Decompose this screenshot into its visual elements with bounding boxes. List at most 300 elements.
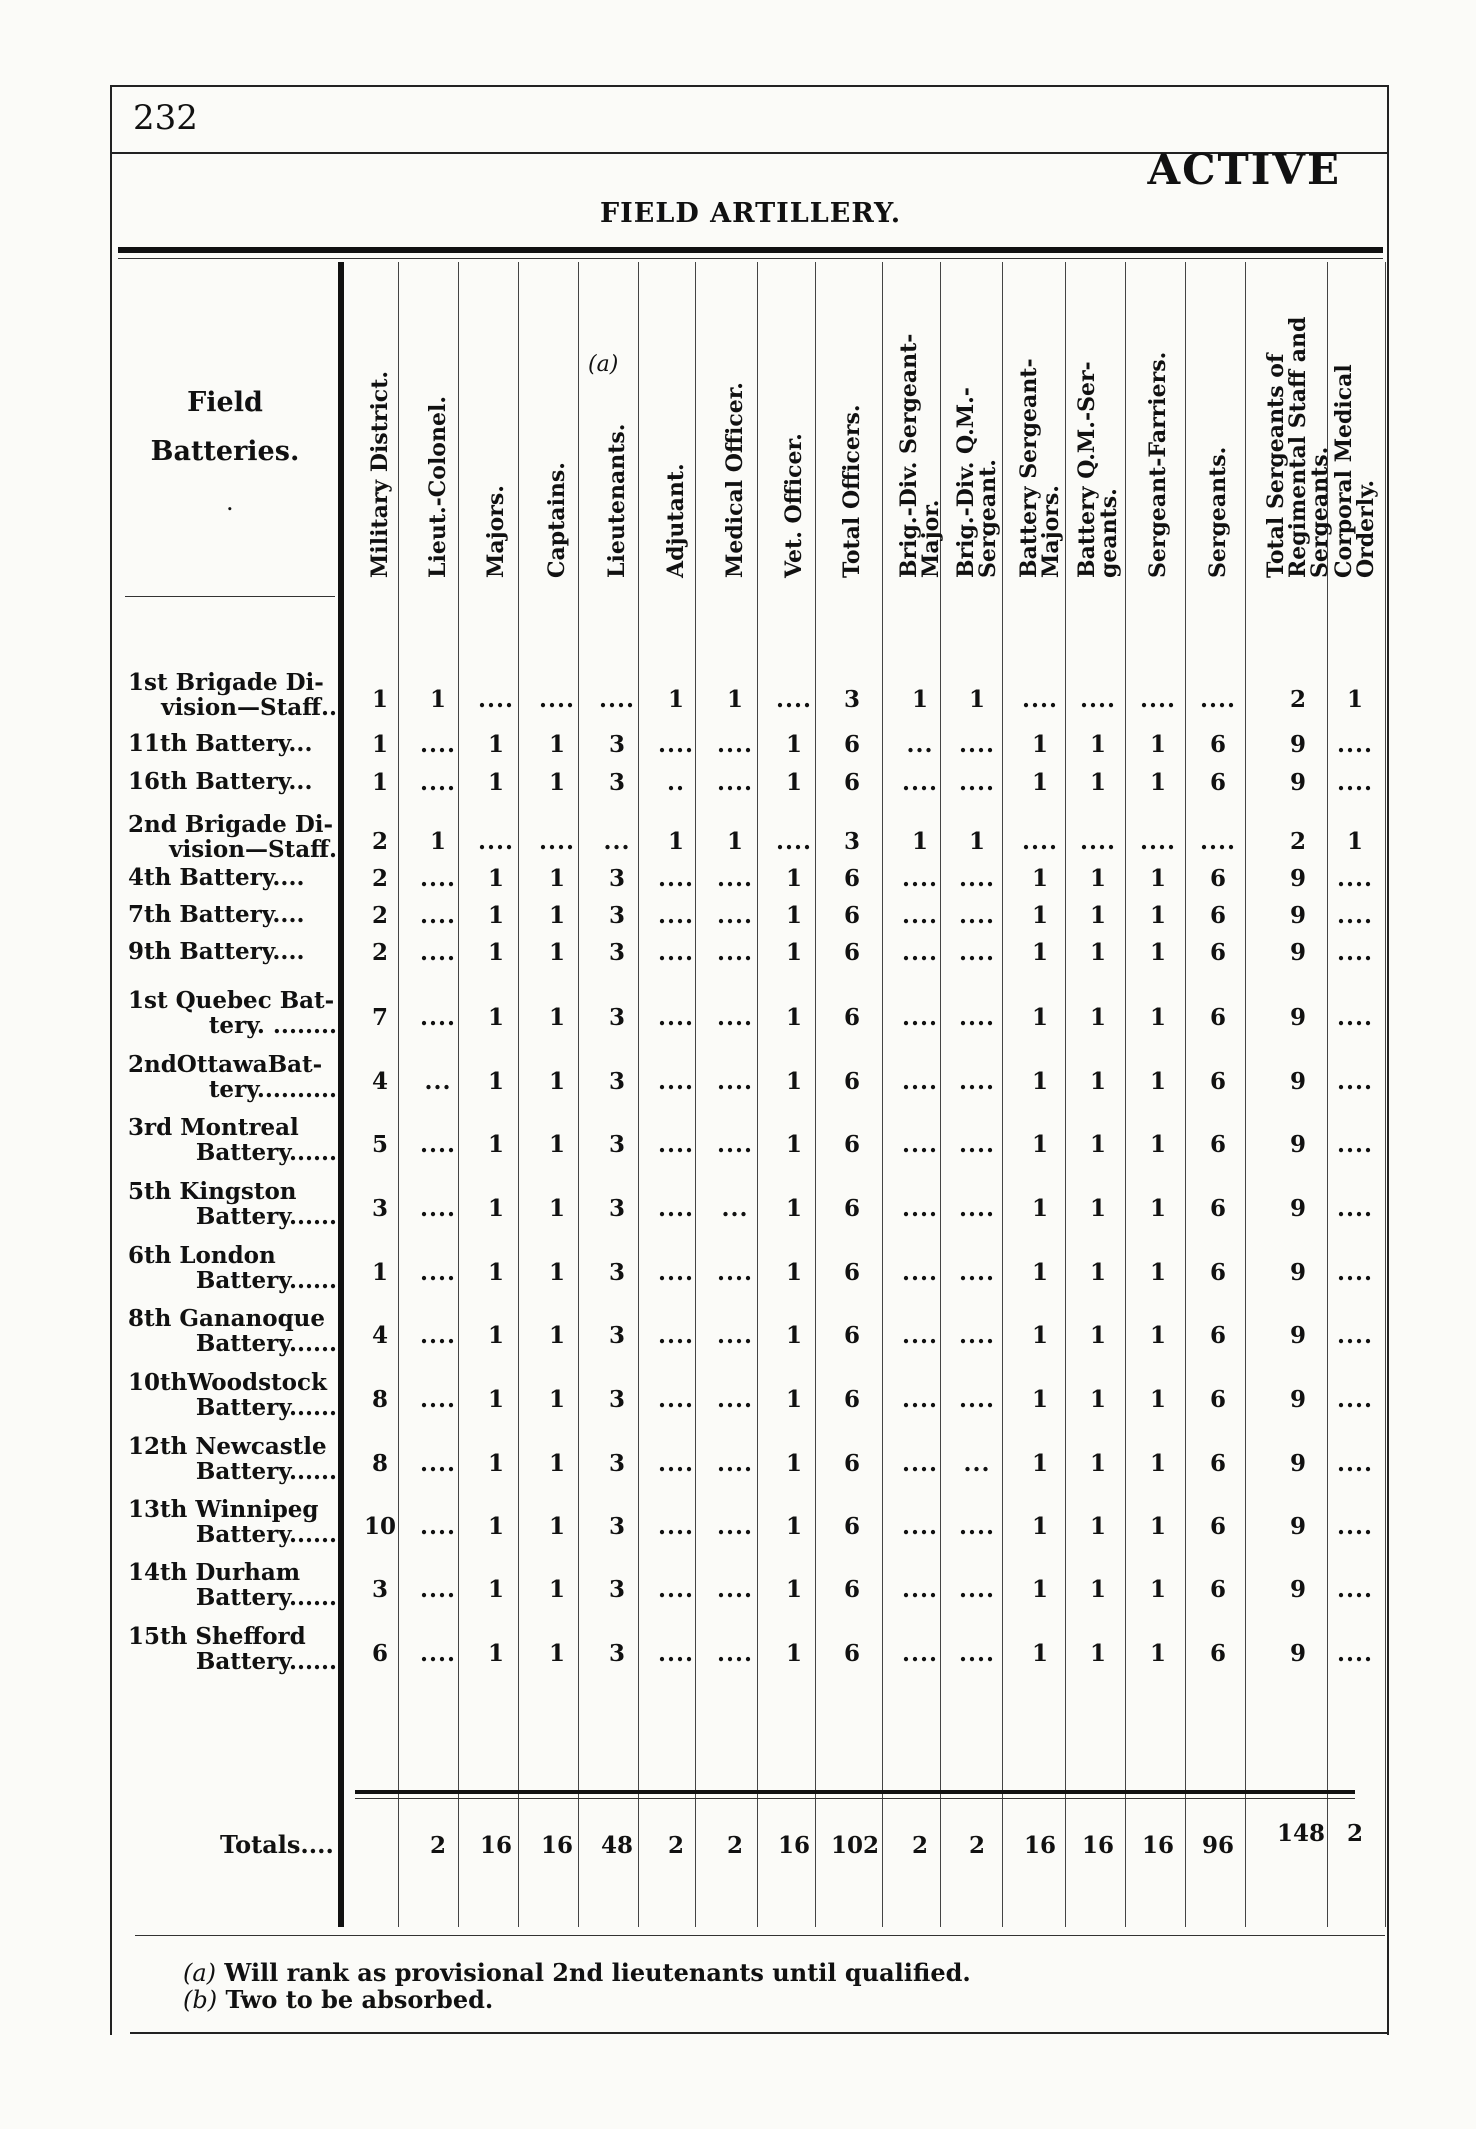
table-cell: .... [657, 1640, 695, 1667]
column-header-lieutenants [606, 424, 628, 578]
column-header-sergeants [1207, 447, 1229, 578]
row-header-rule [125, 596, 335, 597]
table-cell: 6 [843, 939, 860, 966]
column-rule [1185, 262, 1186, 1927]
column-header-line: Major. [918, 499, 944, 578]
table-cell: 6 [1209, 1195, 1226, 1222]
row-label [128, 1179, 343, 1229]
table-cell: 3 [843, 686, 860, 713]
row-label-line2: Battery...... [195, 1648, 337, 1675]
table-cell: 1 [487, 1131, 504, 1158]
column-header-line: Sergeant. [975, 459, 1001, 578]
table-cell: 1 [1031, 731, 1048, 758]
column-header-line: Vet. Officer. [781, 433, 807, 578]
table-cell: 9 [1289, 865, 1306, 892]
table-cell: 6 [1209, 939, 1226, 966]
column-header-line: Sergeant-Farriers. [1145, 351, 1171, 578]
footnote-b-text: Two to be absorbed. [225, 1985, 494, 2014]
column-rule [1385, 262, 1386, 1927]
table-cell: 9 [1289, 731, 1306, 758]
column-header-line: Orderly. [1353, 479, 1379, 578]
row-label-line1: 11th Battery... [128, 730, 313, 757]
table-cell: .... [1199, 828, 1237, 855]
table-cell: 1 [785, 1576, 802, 1603]
table-cell: .... [657, 1450, 695, 1477]
table-cell: 6 [371, 1640, 388, 1667]
table-cell: .... [901, 1386, 939, 1413]
table-cell: 9 [1289, 1640, 1306, 1667]
table-cell: 1 [1031, 1131, 1048, 1158]
table-cell: 1 [487, 1068, 504, 1095]
column-header-majors [485, 485, 507, 578]
row-label-line2: tery. ........ [208, 1012, 337, 1039]
row-label-line1: 2ndOttawaBat- [128, 1051, 323, 1078]
table-cell: ... [963, 1450, 991, 1477]
table-cell: 3 [608, 1068, 625, 1095]
table-cell: 6 [843, 1513, 860, 1540]
running-head: ACTIVE [1147, 145, 1341, 194]
table-cell: 1 [911, 686, 928, 713]
table-cell: 6 [1209, 1450, 1226, 1477]
column-header-line: Sergeants. [1205, 446, 1231, 578]
table-cell: 1 [1089, 1068, 1106, 1095]
table-cell: .... [958, 1386, 996, 1413]
table-cell: .... [1336, 1131, 1374, 1158]
table-cell: .... [716, 1259, 754, 1286]
table-cell: 1 [548, 865, 565, 892]
table-cell: .... [1079, 686, 1117, 713]
table-cell: .. [666, 769, 685, 796]
totals-cell: 2 [429, 1832, 446, 1859]
table-cell: .... [1079, 828, 1117, 855]
table-cell: 7 [371, 1004, 388, 1031]
row-label-line2: Battery...... [195, 1267, 337, 1294]
table-cell: .... [716, 1386, 754, 1413]
column-header-district [369, 371, 391, 578]
row-label-line2: Battery...... [195, 1458, 337, 1485]
footnote-b [183, 1985, 493, 2014]
table-cell: 1 [1149, 1576, 1166, 1603]
table-cell: 1 [1149, 1131, 1166, 1158]
table-cell: 1 [548, 1640, 565, 1667]
table-cell: 1 [548, 902, 565, 929]
table-cell: .... [419, 1131, 457, 1158]
table-cell: 8 [371, 1450, 388, 1477]
table-cell: 1 [548, 1513, 565, 1540]
row-label [128, 902, 343, 927]
table-cell: 1 [1089, 939, 1106, 966]
table-cell: 1 [1149, 769, 1166, 796]
table-cell: 1 [1149, 1322, 1166, 1349]
column-header-farriers [1147, 352, 1169, 578]
table-cell: 1 [1089, 865, 1106, 892]
table-cell: 1 [785, 1450, 802, 1477]
table-cell: .... [901, 1513, 939, 1540]
table-cell: 3 [371, 1195, 388, 1222]
table-cell: .... [716, 731, 754, 758]
table-cell: 6 [843, 1131, 860, 1158]
table-cell: 1 [1149, 1450, 1166, 1477]
table-cell: 1 [1346, 686, 1363, 713]
table-cell: .... [958, 1513, 996, 1540]
table-cell: .... [958, 902, 996, 929]
row-header-line2: Batteries. [150, 436, 300, 467]
table-cell: .... [538, 828, 576, 855]
totals-cell: 2 [911, 1832, 928, 1859]
totals-cell: 102 [831, 1832, 880, 1859]
table-cell: 1 [785, 1259, 802, 1286]
column-header-line: Brig.-Div. Q.M.- [953, 387, 979, 578]
table-cell: 2 [1289, 686, 1306, 713]
footnote-rule [135, 1935, 1385, 1936]
table-cell: .... [1021, 828, 1059, 855]
table-cell: 1 [1031, 865, 1048, 892]
table-cell: 9 [1289, 1386, 1306, 1413]
table-cell: .... [1336, 1450, 1374, 1477]
table-cell: .... [901, 1195, 939, 1222]
table-cell: .... [657, 1576, 695, 1603]
table-cell: 3 [608, 1131, 625, 1158]
table-cell: .... [958, 1068, 996, 1095]
table-cell: 9 [1289, 1259, 1306, 1286]
table-cell: 6 [1209, 865, 1226, 892]
row-label-line1: 16th Battery... [128, 768, 313, 795]
table-cell: 6 [1209, 731, 1226, 758]
table-cell: .... [1199, 686, 1237, 713]
table-cell: .... [958, 1131, 996, 1158]
column-header-line: Adjutant. [663, 463, 689, 578]
table-cell: .... [657, 939, 695, 966]
table-cell: 1 [548, 1195, 565, 1222]
table-cell: 6 [843, 1640, 860, 1667]
row-label [128, 1624, 343, 1674]
table-cell: 9 [1289, 1195, 1306, 1222]
column-header-total_sgts [1265, 317, 1331, 578]
table-cell: .... [419, 865, 457, 892]
table-cell: .... [1336, 1195, 1374, 1222]
table-cell: .... [1336, 1004, 1374, 1031]
column-header-line: Lieutenants. [604, 423, 630, 578]
table-cell: 6 [843, 1068, 860, 1095]
table-cell: .... [419, 902, 457, 929]
table-cell: .... [419, 1004, 457, 1031]
table-cell: 6 [843, 1259, 860, 1286]
row-label-line2: Battery...... [195, 1584, 337, 1611]
table-cell: 1 [785, 865, 802, 892]
footnote-b-mark: (b) [183, 1986, 218, 2014]
table-cell: .... [657, 1386, 695, 1413]
table-cell: .... [958, 769, 996, 796]
table-cell: 1 [1346, 828, 1363, 855]
table-cell: .... [716, 1513, 754, 1540]
table-cell: 9 [1289, 1322, 1306, 1349]
table-cell: 1 [487, 1576, 504, 1603]
table-cell: 1 [1089, 1004, 1106, 1031]
table-cell: 9 [1289, 1450, 1306, 1477]
row-label-line2: Battery...... [195, 1330, 337, 1357]
table-cell: 1 [1149, 939, 1166, 966]
table-cell: ... [906, 731, 934, 758]
table-cell: .... [958, 1004, 996, 1031]
totals-cell: 16 [1023, 1832, 1056, 1859]
row-header-line1: Field [187, 387, 263, 418]
row-label [128, 1560, 343, 1610]
table-cell: 1 [1149, 1640, 1166, 1667]
row-label-line2: Battery...... [195, 1521, 337, 1548]
row-label [128, 1115, 343, 1165]
table-cell: 1 [487, 1322, 504, 1349]
table-cell: .... [1139, 686, 1177, 713]
table-cell: .... [901, 1068, 939, 1095]
table-cell: 9 [1289, 902, 1306, 929]
table-cell: .... [598, 686, 636, 713]
table-cell: .... [716, 1322, 754, 1349]
column-rule [638, 262, 639, 1927]
bottom-rule [130, 2032, 1387, 2034]
totals-cell: 16 [1081, 1832, 1114, 1859]
section-title: FIELD ARTILLERY. [600, 198, 902, 229]
table-cell: 1 [487, 769, 504, 796]
table-cell: 6 [843, 1004, 860, 1031]
totals-cell: 48 [600, 1832, 633, 1859]
column-rule [518, 262, 519, 1927]
table-cell: .... [1139, 828, 1177, 855]
row-label [128, 1370, 343, 1420]
column-header-line: Majors. [483, 485, 509, 578]
table-cell: 1 [1031, 769, 1048, 796]
table-cell: 1 [548, 1068, 565, 1095]
column-rule [578, 262, 579, 1927]
table-cell: 1 [1149, 1386, 1166, 1413]
column-header-line: Corporal Medical [1331, 364, 1357, 578]
row-label [128, 1052, 343, 1102]
table-cell: ... [721, 1195, 749, 1222]
table-cell: 3 [608, 1259, 625, 1286]
column-header-line: Total Officers. [839, 404, 865, 578]
table-cell: .... [958, 1640, 996, 1667]
table-cell: 1 [785, 1640, 802, 1667]
row-header-mark: . [226, 488, 234, 516]
row-label-line1: 3rd Montreal [128, 1114, 299, 1141]
table-cell: 1 [1089, 1322, 1106, 1349]
table-cell: 1 [1149, 1195, 1166, 1222]
totals-label: Totals.... [220, 1830, 334, 1859]
table-cell: 1 [487, 865, 504, 892]
table-cell: 1 [1031, 939, 1048, 966]
table-cell: 1 [785, 1004, 802, 1031]
row-label-line1: 2nd Brigade Di- [128, 811, 334, 838]
table-cell: 3 [608, 1450, 625, 1477]
table-cell: 6 [843, 1576, 860, 1603]
table-cell: .... [901, 865, 939, 892]
totals-cell: 96 [1201, 1832, 1234, 1859]
table-cell: 1 [726, 686, 743, 713]
table-cell: 9 [1289, 1131, 1306, 1158]
table-cell: 1 [726, 828, 743, 855]
row-label-line1: 6th London [128, 1242, 276, 1269]
table-cell: .... [477, 828, 515, 855]
table-cell: 1 [487, 902, 504, 929]
table-cell: 6 [1209, 902, 1226, 929]
table-cell: 5 [371, 1131, 388, 1158]
table-cell: .... [657, 1322, 695, 1349]
table-cell: 1 [1089, 769, 1106, 796]
table-cell: 1 [487, 1386, 504, 1413]
table-cell: 6 [1209, 1259, 1226, 1286]
totals-cell: 16 [540, 1832, 573, 1859]
table-cell: 10 [363, 1513, 396, 1540]
table-cell: 9 [1289, 1004, 1306, 1031]
row-label-line1: 9th Battery.... [128, 938, 305, 965]
row-label [128, 769, 343, 794]
totals-cell: 2 [667, 1832, 684, 1859]
table-cell: .... [657, 1195, 695, 1222]
table-cell: 1 [968, 686, 985, 713]
table-cell: 2 [371, 865, 388, 892]
table-cell: 1 [1089, 1386, 1106, 1413]
table-cell: 3 [608, 731, 625, 758]
table-cell: .... [775, 686, 813, 713]
table-cell: .... [419, 1195, 457, 1222]
table-cell: .... [1336, 1640, 1374, 1667]
table-cell: 1 [1031, 1004, 1048, 1031]
table-cell: .... [958, 939, 996, 966]
column-header-line: Lieut.-Colonel. [425, 396, 451, 578]
table-cell: 3 [608, 1195, 625, 1222]
table-cell: 6 [843, 1195, 860, 1222]
row-label-line2: Battery...... [195, 1203, 337, 1230]
table-cell: 1 [548, 1004, 565, 1031]
column-rule [882, 262, 883, 1927]
table-cell: 1 [548, 769, 565, 796]
column-header-line: Majors. [1038, 485, 1064, 578]
row-label [128, 1306, 343, 1356]
column-header-line: Brig.-Div. Sergeant- [896, 333, 922, 578]
table-cell: 1 [1149, 902, 1166, 929]
column-header-line: Battery Sergeant- [1016, 358, 1042, 578]
table-cell: ... [424, 1068, 452, 1095]
column-header-medical [724, 382, 746, 578]
table-cell: .... [901, 769, 939, 796]
totals-cell: 2 [726, 1832, 743, 1859]
totals-cell: 148 [1277, 1820, 1326, 1847]
table-cell: .... [901, 902, 939, 929]
totals-cell: 16 [479, 1832, 512, 1859]
row-label-line2: tery.......... [208, 1076, 337, 1103]
row-label [128, 670, 343, 720]
table-cell: .... [958, 1576, 996, 1603]
table-cell: .... [419, 1386, 457, 1413]
column-header-bd_qm_sgt [955, 387, 999, 578]
table-cell: 1 [1089, 731, 1106, 758]
column-rule [757, 262, 758, 1927]
row-label-line1: 8th Gananoque [128, 1305, 326, 1332]
table-cell: 3 [608, 1386, 625, 1413]
table-cell: .... [716, 939, 754, 966]
table-cell: .... [1336, 1576, 1374, 1603]
table-cell: 1 [1089, 902, 1106, 929]
column-header-line: Battery Q.M.-Ser- [1074, 361, 1100, 578]
table-cell: 1 [785, 902, 802, 929]
column-rule [1245, 262, 1246, 1927]
column-rule [815, 262, 816, 1927]
row-label-line1: 1st Quebec Bat- [128, 987, 335, 1014]
table-cell: 1 [487, 1450, 504, 1477]
totals-cell: 2 [968, 1832, 985, 1859]
table-cell: 1 [911, 828, 928, 855]
table-cell: .... [1336, 939, 1374, 966]
table-cell: .... [1336, 1322, 1374, 1349]
totals-cell: 2 [1346, 1820, 1363, 1847]
row-label-line1: 13th Winnipeg [128, 1496, 319, 1523]
table-cell: 1 [1149, 1068, 1166, 1095]
table-cell: 6 [1209, 1386, 1226, 1413]
table-cell: .... [1336, 769, 1374, 796]
table-cell: 1 [1031, 1386, 1048, 1413]
table-cell: 3 [608, 1640, 625, 1667]
table-cell: 6 [843, 731, 860, 758]
table-cell: 1 [1149, 1513, 1166, 1540]
table-cell: 6 [843, 902, 860, 929]
table-cell: 3 [608, 865, 625, 892]
table-cell: 1 [487, 1259, 504, 1286]
table-cell: 1 [548, 731, 565, 758]
table-cell: 6 [843, 1450, 860, 1477]
table-cell: 6 [1209, 1513, 1226, 1540]
table-cell: 1 [548, 1259, 565, 1286]
table-cell: 1 [785, 1068, 802, 1095]
table-cell: 1 [371, 731, 388, 758]
table-cell: 1 [1089, 1450, 1106, 1477]
table-cell: 6 [1209, 769, 1226, 796]
table-cell: .... [419, 1640, 457, 1667]
table-cell: 1 [1031, 1576, 1048, 1603]
column-rule [1125, 262, 1126, 1927]
column-header-line: Military District. [367, 370, 393, 578]
table-cell: 2 [371, 828, 388, 855]
table-cell: .... [657, 1004, 695, 1031]
table-cell: ... [603, 828, 631, 855]
table-cell: 1 [429, 828, 446, 855]
table-cell: .... [958, 865, 996, 892]
table-cell: .... [958, 1259, 996, 1286]
column-rule [1065, 262, 1066, 1927]
row-label-line1: 14th Durham [128, 1559, 301, 1586]
table-cell: .... [538, 686, 576, 713]
column-header-captains [546, 462, 568, 578]
table-cell: 1 [785, 1131, 802, 1158]
table-cell: .... [1336, 865, 1374, 892]
table-cell: .... [419, 1259, 457, 1286]
table-cell: 1 [1031, 1450, 1048, 1477]
table-cell: 1 [487, 731, 504, 758]
table-cell: .... [657, 731, 695, 758]
table-cell: .... [901, 1640, 939, 1667]
table-cell: 1 [548, 1322, 565, 1349]
table-cell: .... [716, 1068, 754, 1095]
table-cell: 3 [371, 1576, 388, 1603]
table-cell: 1 [1089, 1640, 1106, 1667]
table-cell: .... [901, 939, 939, 966]
table-cell: 1 [785, 1513, 802, 1540]
table-cell: .... [958, 731, 996, 758]
table-cell: .... [1336, 1513, 1374, 1540]
table-cell: 1 [487, 1513, 504, 1540]
table-cell: 2 [371, 939, 388, 966]
thin-rule [118, 258, 1383, 259]
table-cell: 3 [608, 769, 625, 796]
table-cell: .... [716, 1131, 754, 1158]
